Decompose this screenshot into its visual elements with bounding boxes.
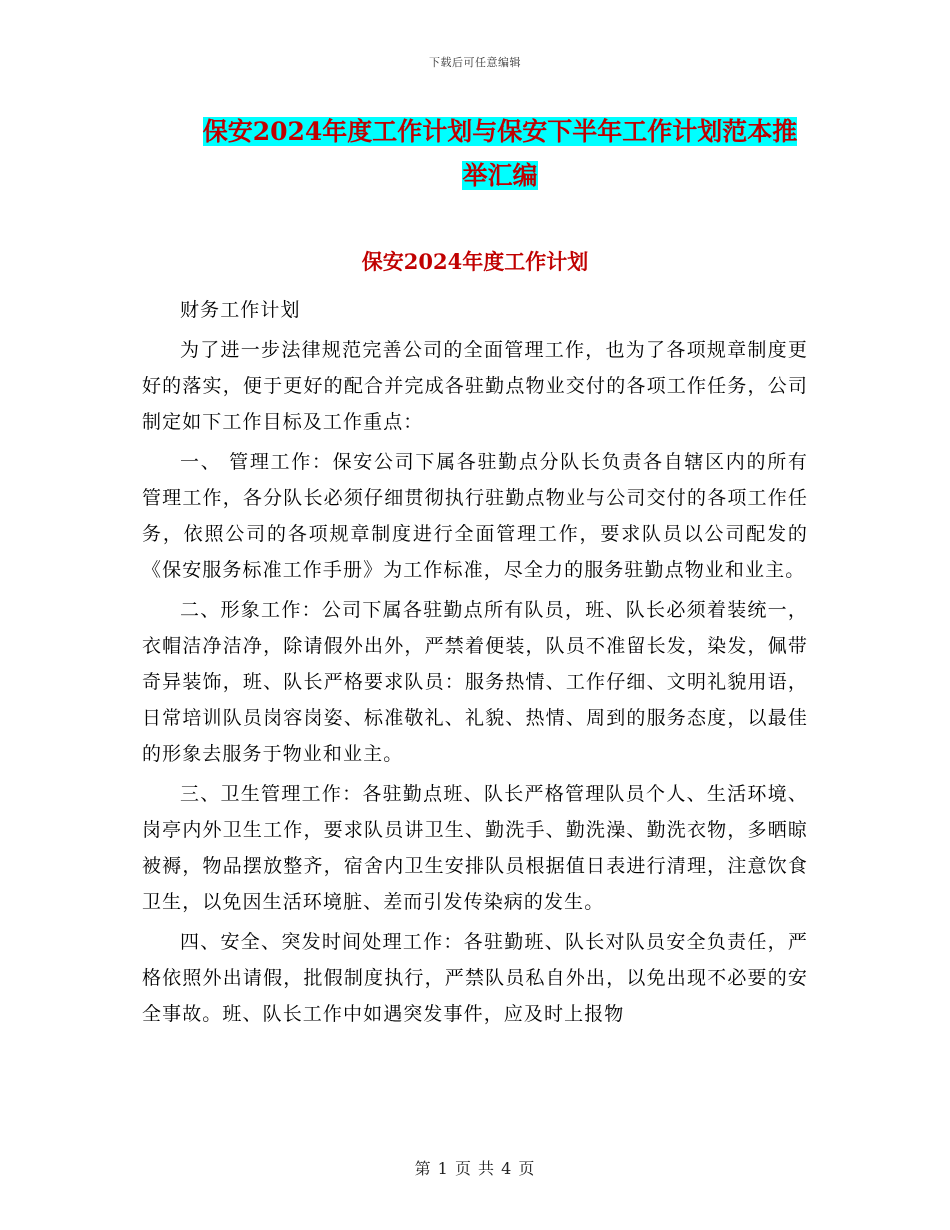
page-footer: 第 1 页 共 4 页 [414, 1159, 536, 1178]
paragraph-management: 一、 管理工作：保安公司下属各驻勤点分队长负责各自辖区内的所有管理工作，各分队长必须仔细贯彻执行驻勤点物业与公司交付的各项工作任务，依照公司的各项规章制度进行全面管理工作，要求队员以公司配发的《保安服务标准工作手册》为工作标准，尽全力的服务驻勤点物业和业主。 [142, 451, 808, 581]
paragraph-intro: 为了进一步法律规范完善公司的全面管理工作，也为了各项规章制度更好的落实，便于更好的配合并完成各驻勤点物业交付的各项工作任务，公司制定如下工作目标及工作重点： [142, 339, 808, 433]
document-title [140, 110, 860, 198]
paragraph-hygiene: 三、卫生管理工作：各驻勤点班、队长严格管理队员个人、生活环境、岗亭内外卫生工作，要求队员讲卫生、勤洗手、勤洗澡、勤洗衣物，多晒晾被褥，物品摆放整齐，宿舍内卫生安排队员根据值日表进行清理，注意饮食卫生，以免因生活环境脏、差而引发传染病的发生。 [142, 783, 808, 913]
paragraph-heading: 财务工作计划 [180, 299, 301, 321]
paragraph-safety: 四、安全、突发时间处理工作：各驻勤班、队长对队员安全负责任，严格依照外出请假，批假制度执行，严禁队员私自外出，以免出现不必要的安全事故。班、队长工作中如遇突发事件，应及时上报物 [142, 931, 808, 1025]
section-title: 保安2024年度工作计划 [361, 249, 589, 274]
title-line-1: 保安2024年度工作计划与保安下半年工作计划范本推 [202, 117, 798, 146]
header-note: 下载后可任意编辑 [429, 56, 521, 69]
paragraph-image: 二、形象工作：公司下属各驻勤点所有队员，班、队长必须着装统一，衣帽洁净洁净，除请假外出外，严禁着便装，队员不准留长发，染发，佩带奇异装饰，班、队长严格要求队员：服务热情、工作仔细、文明礼貌用语，日常培训队员岗容岗姿、标准敬礼、礼貌、热情、周到的服务态度，以最佳的形象去服务于物业和业主。 [142, 599, 808, 765]
document-body [142, 292, 808, 1032]
title-line-2: 举汇编 [462, 161, 538, 190]
